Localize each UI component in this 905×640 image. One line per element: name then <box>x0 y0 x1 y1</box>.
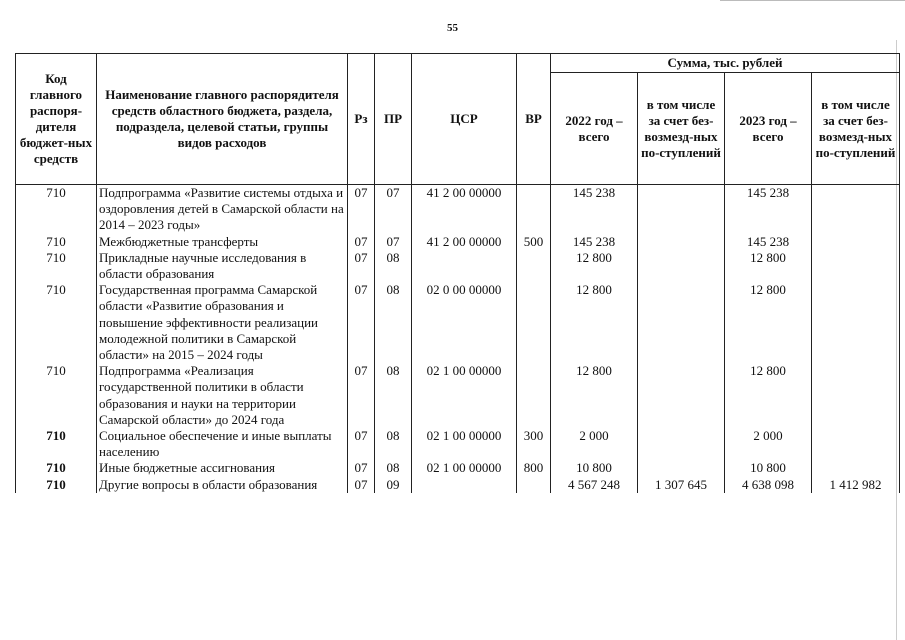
row-csr: 41 2 00 00000 <box>412 185 517 234</box>
row-2022-total: 10 800 <box>551 460 638 476</box>
row-2022-total: 12 800 <box>551 363 638 428</box>
row-pr: 07 <box>375 185 412 234</box>
row-vr <box>517 282 551 363</box>
row-2023-free <box>812 250 900 282</box>
row-code: 710 <box>16 428 97 460</box>
row-rz: 07 <box>348 282 375 363</box>
row-2023-total: 12 800 <box>725 250 812 282</box>
row-rz: 07 <box>348 363 375 428</box>
row-2022-free: 1 307 645 <box>638 477 725 493</box>
row-name: Подпрограмма «Реализация государственной политики в области образования и науки на территории Самарской области» до 2024 года <box>97 363 348 428</box>
header-2022-free: в том числе за счет без-возмезд-ных по-ступлений <box>638 73 725 185</box>
row-2022-free <box>638 363 725 428</box>
row-rz: 07 <box>348 250 375 282</box>
row-pr: 07 <box>375 234 412 250</box>
row-2023-free <box>812 428 900 460</box>
row-csr <box>412 477 517 493</box>
row-name: Межбюджетные трансферты <box>97 234 348 250</box>
header-name: Наименование главного распорядителя средств областного бюджета, раздела, подраздела, целевой статьи, группы видов расходов <box>97 54 348 185</box>
table-row <box>16 234 900 250</box>
row-vr <box>517 477 551 493</box>
row-rz: 07 <box>348 460 375 476</box>
row-2023-free <box>812 363 900 428</box>
header-sum: Сумма, тыс. рублей <box>551 54 900 73</box>
row-rz: 07 <box>348 428 375 460</box>
table-row <box>16 428 900 460</box>
row-code: 710 <box>16 234 97 250</box>
row-2022-total: 12 800 <box>551 250 638 282</box>
row-2023-total: 145 238 <box>725 234 812 250</box>
table-row <box>16 363 900 428</box>
row-name: Прикладные научные исследования в области образования <box>97 250 348 282</box>
header-2023-free: в том числе за счет без-возмезд-ных по-ступлений <box>812 73 900 185</box>
header-rz: Рз <box>348 54 375 185</box>
row-pr: 09 <box>375 477 412 493</box>
row-2022-total: 145 238 <box>551 234 638 250</box>
row-2023-total: 12 800 <box>725 282 812 363</box>
row-vr: 500 <box>517 234 551 250</box>
row-pr: 08 <box>375 250 412 282</box>
row-code: 710 <box>16 363 97 428</box>
header-vr: ВР <box>517 54 551 185</box>
row-2022-total: 4 567 248 <box>551 477 638 493</box>
table-row <box>16 250 900 282</box>
row-rz: 07 <box>348 234 375 250</box>
row-2022-free <box>638 460 725 476</box>
row-vr: 800 <box>517 460 551 476</box>
row-csr: 02 0 00 00000 <box>412 282 517 363</box>
row-pr: 08 <box>375 460 412 476</box>
table-row <box>16 477 900 493</box>
top-edge-line <box>720 0 905 1</box>
row-2022-total: 12 800 <box>551 282 638 363</box>
page-number: 55 <box>447 22 458 34</box>
row-2023-total: 12 800 <box>725 363 812 428</box>
row-2023-total: 145 238 <box>725 185 812 234</box>
row-rz: 07 <box>348 477 375 493</box>
row-2023-free <box>812 460 900 476</box>
row-name: Социальное обеспечение и иные выплаты населению <box>97 428 348 460</box>
row-name: Государственная программа Самарской области «Развитие образования и повышение эффективности реализации молодежной политики в Самарской области» на 2015 – 2024 годы <box>97 282 348 363</box>
header-pr: ПР <box>375 54 412 185</box>
table-row <box>16 282 900 363</box>
row-2022-total: 145 238 <box>551 185 638 234</box>
row-vr: 300 <box>517 428 551 460</box>
row-csr: 02 1 00 00000 <box>412 428 517 460</box>
row-code: 710 <box>16 250 97 282</box>
header-csr: ЦСР <box>412 54 517 185</box>
row-2022-free <box>638 250 725 282</box>
row-vr <box>517 185 551 234</box>
budget-table <box>15 53 900 493</box>
row-name: Иные бюджетные ассигнования <box>97 460 348 476</box>
row-code: 710 <box>16 282 97 363</box>
row-2023-free <box>812 234 900 250</box>
row-2022-free <box>638 185 725 234</box>
row-name: Подпрограмма «Развитие системы отдыха и оздоровления детей в Самарской области на 2014 – 2023 годы» <box>97 185 348 234</box>
row-vr <box>517 250 551 282</box>
row-pr: 08 <box>375 428 412 460</box>
row-csr: 41 2 00 00000 <box>412 234 517 250</box>
row-2023-free <box>812 282 900 363</box>
row-2022-total: 2 000 <box>551 428 638 460</box>
row-csr <box>412 250 517 282</box>
header-2023-total: 2023 год – всего <box>725 73 812 185</box>
row-2023-free: 1 412 982 <box>812 477 900 493</box>
row-code: 710 <box>16 460 97 476</box>
row-2022-free <box>638 428 725 460</box>
row-code: 710 <box>16 185 97 234</box>
row-pr: 08 <box>375 282 412 363</box>
row-2023-free <box>812 185 900 234</box>
table-row <box>16 185 900 234</box>
table-row <box>16 460 900 476</box>
row-csr: 02 1 00 00000 <box>412 363 517 428</box>
row-pr: 08 <box>375 363 412 428</box>
header-2022-total: 2022 год – всего <box>551 73 638 185</box>
row-2023-total: 4 638 098 <box>725 477 812 493</box>
row-code: 710 <box>16 477 97 493</box>
row-2023-total: 10 800 <box>725 460 812 476</box>
row-2023-total: 2 000 <box>725 428 812 460</box>
row-csr: 02 1 00 00000 <box>412 460 517 476</box>
row-vr <box>517 363 551 428</box>
row-rz: 07 <box>348 185 375 234</box>
row-2022-free <box>638 282 725 363</box>
header-code: Код главного распоря-дителя бюджет-ных средств <box>16 54 97 185</box>
row-2022-free <box>638 234 725 250</box>
row-name: Другие вопросы в области образования <box>97 477 348 493</box>
